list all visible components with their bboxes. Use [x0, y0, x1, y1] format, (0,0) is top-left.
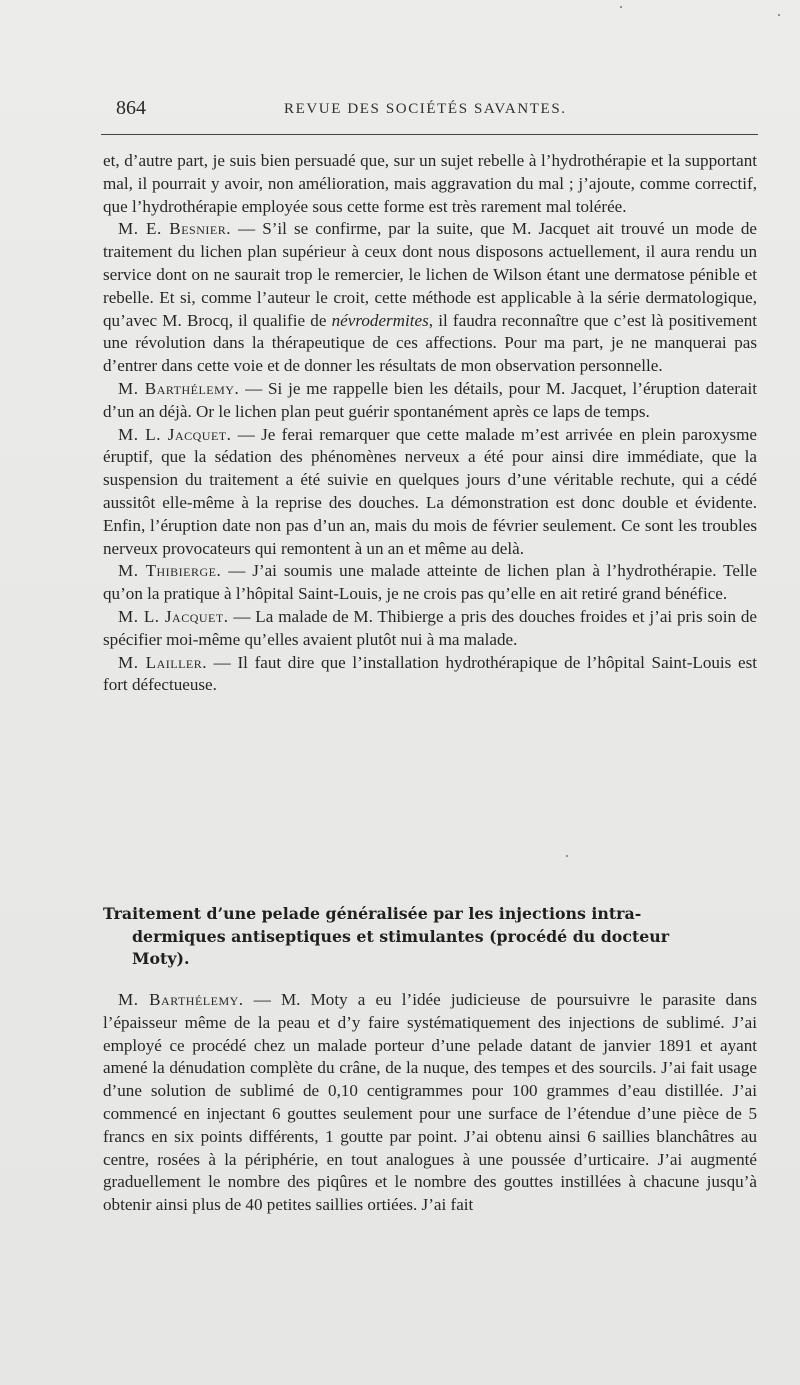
- page-number: 864: [116, 97, 146, 119]
- paragraph: [103, 989, 757, 1217]
- print-speck: [566, 855, 568, 857]
- section-body: [103, 989, 757, 1217]
- section-title: [103, 903, 757, 971]
- speaker-name: M. Barthélemy.: [118, 378, 240, 398]
- paragraph-text: — S’il se confirme, par la suite, que M. Jacquet ait trouvé un mode de traitement du lichen plan supérieur à ceux dont nous disposons actuellement, il aura rendu un service dont on ne saurait trop le remercier, le lichen de Wilson étant une dermatose pénible et rebelle. Et si, comme l’auteur le croit, cette méthode est applicable à la série dermatologique, qu’avec M. Brocq, il qualifie de: [103, 219, 757, 330]
- speaker-name: M. L. Jacquet.: [118, 424, 232, 444]
- running-head: REVUE DES SOCIÉTÉS SAVANTES.: [284, 101, 567, 117]
- header-rule: [101, 134, 758, 135]
- paragraph-text: , il faudra reconnaître que c’est là positivement une révolution dans la thérapeutique de ces affections. Pour ma part, je ne manquerai pas d’entrer dans cette voie et de donner les résultats de mon observation personnelle.: [103, 310, 757, 376]
- paragraph-text: — Il faut dire que l’installation hydrothérapique de l’hôpital Saint-Louis est fort défectueuse.: [103, 652, 757, 695]
- paragraph: [103, 378, 757, 424]
- paragraph-text: — M. Moty a eu l’idée judicieuse de poursuivre le parasite dans l’épaisseur même de la peau et d’y faire systématiquement des injections de sublimé. J’ai employé ce procédé chez un malade porteur d’une pelade datant de janvier 1891 et ayant amené la dénudation complète du crâne, de la nuque, des tempes et des sourcils. J’ai fait usage d’une solution de sublimé de 0,10 centigrammes pour 100 grammes d’eau distillée. J’ai commencé en injectant 6 gouttes seulement pour une surface de l’étendue d’une pièce de 5 francs en six points différents, 1 goutte par point. J’ai obtenu ainsi 6 saillies blanchâtres au centre, rosées à la périphérie, en tout analogues à une poussée d’urticaire. J’ai augmenté graduellement le nombre des piqûres et le nombre des gouttes instillées à chacune jusqu’à obtenir ainsi plus de 40 petites saillies ortiées. J’ai fait: [103, 990, 757, 1215]
- paragraph: [103, 606, 757, 652]
- print-speck: [620, 6, 622, 8]
- paragraph: [103, 424, 757, 561]
- paragraph-text: — Si je me rappelle bien les détails, pour M. Jacquet, l’éruption daterait d’un an déjà. Or le lichen plan peut guérir spontanément après ce laps de temps.: [103, 378, 757, 421]
- section-title-line: Traitement d’une pelade généralisée par les injections intra-: [103, 904, 642, 923]
- body-text: [103, 150, 757, 697]
- print-speck: [778, 14, 780, 16]
- paragraph-text: — La malade de M. Thibierge a pris des douches froides et j’ai pris soin de spécifier moi-même qu’elles avaient plutôt nui à ma malade.: [103, 606, 757, 649]
- speaker-name: M. Barthélemy.: [118, 990, 244, 1009]
- section-title-line: dermiques antiseptiques et stimulantes (procédé du docteur: [132, 926, 670, 946]
- paragraph: et, d’autre part, je suis bien persuadé que, sur un sujet rebelle à l’hydrothérapie et la supportant mal, il pourrait y avoir, non amélioration, mais aggravation du mal ; j’ajoute, comme correctif, que l’hydrothérapie employée sous cette forme est très rarement mal tolérée.: [103, 151, 757, 216]
- speaker-name: M. Lailler.: [118, 652, 208, 672]
- speaker-name: M. E. Besnier.: [118, 219, 231, 239]
- paragraph-text: — Je ferai remarquer que cette malade m’est arrivée en plein paroxysme éruptif, que la sédation des phénomènes nerveux a été pour ainsi dire immédiate, que la suspension du traitement a été suivie en quelques jours d’une véritable rechute, qui a cédé aussitôt elle-même à la reprise des douches. La démonstration est donc double et évidente. Enfin, l’éruption date non pas d’un an, mais du mois de février seulement. Ce sont les troubles nerveux provocateurs qui remontent à un an et même au delà.: [103, 424, 757, 558]
- speaker-name: M. L. Jacquet.: [118, 606, 229, 626]
- italic-term: névrodermites: [331, 310, 429, 330]
- paragraph: [103, 652, 757, 698]
- speaker-name: M. Thibierge.: [118, 561, 222, 581]
- paragraph-text: — J’ai soumis une malade atteinte de lichen plan à l’hydrothérapie. Telle qu’on la pratique à l’hôpital Saint-Louis, je ne crois pas qu’elle en ait retiré grand bénéfice.: [103, 561, 757, 604]
- section-title-line: Moty).: [132, 949, 190, 968]
- paragraph: [103, 218, 757, 378]
- paragraph: [103, 560, 757, 606]
- page-header: [116, 97, 756, 123]
